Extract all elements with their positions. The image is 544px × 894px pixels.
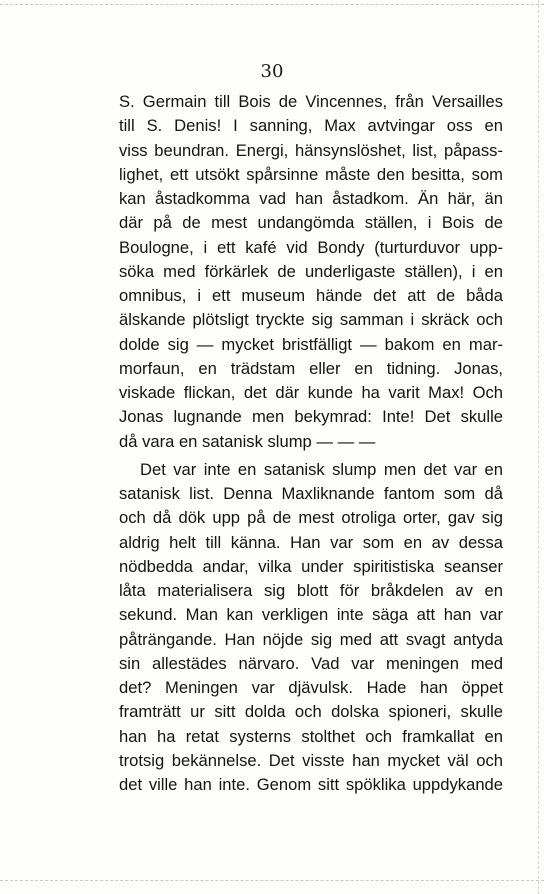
text-line: sin allestädes närvaro. Vad var meningen med <box>119 653 503 673</box>
text-line: då vara en satanisk slump — — — <box>119 431 376 451</box>
scan-right-edge <box>538 0 539 894</box>
text-line: omnibus, i ett museum hände det att de båda <box>119 286 503 305</box>
text-line: det ville han inte. Genom sitt spöklika uppdykande <box>119 775 503 794</box>
text-line: Jonas lugnande men bekymrad: Inte! Det skulle <box>119 407 503 427</box>
text-line: satanisk list. Denna Maxliknande fantom som då <box>119 484 503 503</box>
text-line: dolde sig — mycket bristfälligt — bakom en mar- <box>119 334 503 354</box>
paragraph <box>119 458 503 798</box>
text-line: morfaun, en trädstam eller en tidning. Jonas, <box>119 358 503 378</box>
text-line: han ha retat systerns stolthet och framkallat en <box>119 726 503 746</box>
text-line: låta materialisera sig blott för bråkdelen av en <box>119 581 503 600</box>
text-line: till S. Denis! I sanning, Max avtvingar oss en <box>119 116 503 136</box>
text-line: framträtt ur sitt dolda och dolska spioneri, skulle <box>119 702 503 722</box>
text-line: påträngande. Han nöjde sig med att svagt antyda <box>119 629 503 649</box>
text-line: det? Meningen var djävulsk. Hade han öppet <box>119 678 503 697</box>
text-line: S. Germain till Bois de Vincennes, från Versailles <box>119 92 503 111</box>
scan-bottom-edge <box>0 880 544 881</box>
text-line: aldrig helt till känna. Han var som en av dessa <box>119 532 503 552</box>
page-number: 30 <box>260 61 284 82</box>
text-line: trotsig bekännelse. Det visste han mycket väl och <box>119 750 503 770</box>
text-line: Det var inte en satanisk slump men det var en <box>140 459 503 479</box>
text-line: lighet, ett utsökt spårsinne måste den besitta, som <box>119 164 503 184</box>
text-line: nödbedda andar, vilka under spiritistiska seanser <box>119 556 503 576</box>
text-line: där på de mest undangömda ställen, i Bois de <box>119 213 503 233</box>
text-line: sekund. Man kan verkligen inte säga att han var <box>119 605 503 625</box>
scan-top-edge <box>0 4 544 5</box>
body-text <box>119 90 503 797</box>
text-line: viskade flickan, det där kunde ha varit Max! Och <box>119 383 503 402</box>
text-line: älskande plötsligt tryckte sig samman i skräck och <box>119 310 503 330</box>
text-line: Boulogne, i ett kafé vid Bondy (turturduvor upp- <box>119 237 503 257</box>
paragraph <box>119 90 503 454</box>
text-line: kan åstadkomma vad han åstadkom. Än här, än <box>119 189 503 208</box>
text-line: och då dök upp på de mest otroliga orter, gav sig <box>119 508 503 528</box>
text-line: viss beundran. Energi, hänsynslöshet, list, påpass- <box>119 140 503 160</box>
text-line: söka med förkärlek de underligaste ställen), i en <box>119 261 503 281</box>
